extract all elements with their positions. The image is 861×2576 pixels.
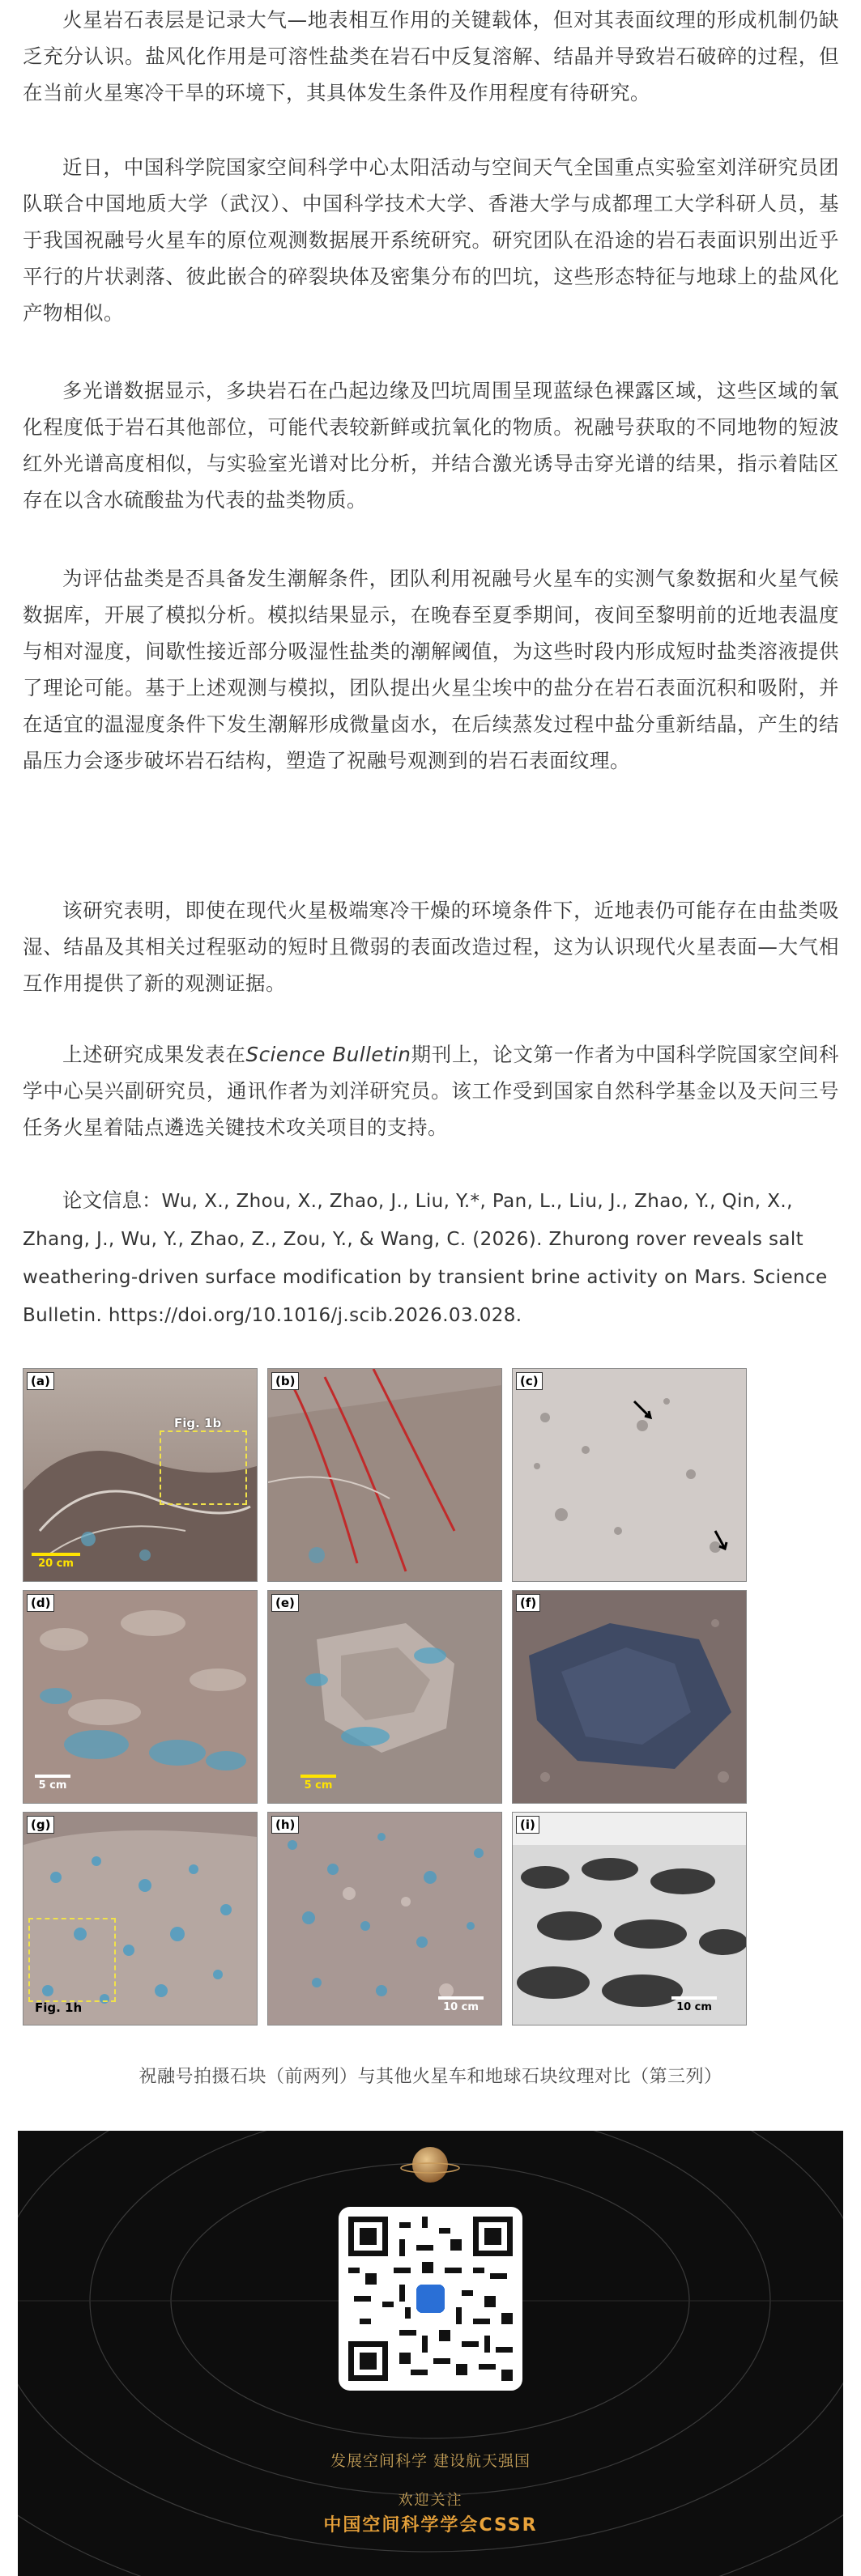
scale-bar-a: [32, 1553, 80, 1570]
figure-panel-g: [23, 1812, 258, 2026]
paper-reference: [23, 1182, 839, 1334]
figure-panel-a: [23, 1368, 258, 1582]
footer-organization-name: 中国空间科学学会CSSR: [323, 2515, 538, 2536]
inset-box-1b: [160, 1430, 247, 1505]
planet-icon: [412, 2147, 448, 2183]
reference-label: 论文信息：: [62, 1188, 162, 1212]
inset-box-1h: [28, 1918, 116, 2002]
paragraph-conclusion: 该研究表明，即使在现代火星极端寒冷干燥的环境条件下，近地表仍可能存在由盐类吸湿、结晶及其相关过程驱动的短时且微弱的表面改造过程，这为认识现代火星表面—大气相互作用提供了新的观测证据。: [23, 899, 839, 995]
panel-label-f: (f): [516, 1594, 540, 1612]
qr-code-icon: [348, 2217, 513, 2381]
paragraph-simulation: 为评估盐类是否具备发生潮解条件，团队利用祝融号火星车的实测气象数据和火星气候数据库，开展了模拟分析。模拟结果显示，在晚春至夏季期间，夜间至黎明前的近地表温度与相对湿度，间歇性接近部分吸湿性盐类的潮解阈值，为这些时段内形成短时盐类溶液提供了理论可能。基于上述观测与模拟，团队提出火星尘埃中的盐分在岩石表面沉积和吸附，并在适宜的温湿度条件下发生潮解形成微量卤水，在后续蒸发过程中盐分重新结晶，产生的结晶压力会逐步破坏岩石结构，塑造了祝融号观测到的岩石表面纹理。: [23, 567, 839, 772]
journal-name: Science Bulletin: [245, 1043, 411, 1066]
panel-label-h: (h): [271, 1816, 299, 1834]
publication-prefix: 上述研究成果发表在: [62, 1043, 246, 1066]
figure-panel-d: [23, 1590, 258, 1804]
scale-bar-h: [438, 1996, 484, 2013]
footer-slogan: 发展空间科学 建设航天强国: [330, 2452, 531, 2470]
panel-label-b: (b): [271, 1372, 299, 1390]
figure-panel-c: [512, 1368, 747, 1582]
paragraph-spectral-data: 多光谱数据显示，多块岩石在凸起边缘及凹坑周围呈现蓝绿色裸露区域，这些区域的氧化程度低于岩石其他部位，可能代表较新鲜或抗氧化的物质。祝融号获取的不同地物的短波红外光谱高度相似，与实验室光谱对比分析，并结合激光诱导击穿光谱的结果，指示着陆区存在以含水硫酸盐为代表的盐类物质。: [23, 379, 839, 512]
scale-label-e: 5 cm: [304, 1779, 333, 1792]
figure-caption: 祝融号拍摄石块（前两列）与其他火星车和地球石块纹理对比（第三列）: [139, 2067, 722, 2087]
figure-panel-f: [512, 1590, 747, 1804]
panel-label-c: (c): [516, 1372, 543, 1390]
paragraph-research-team: 近日，中国科学院国家空间科学中心太阳活动与空间天气全国重点实验室刘洋研究员团队联合中国地质大学（武汉）、中国科学技术大学、香港大学与成都理工大学科研人员，基于我国祝融号火星车的原位观测数据展开系统研究。研究团队在沿途的岩石表面识别出近乎平行的片状剥落、彼此嵌合的碎裂块体及密集分布的凹坑，这些形态特征与地球上的盐风化产物相似。: [23, 155, 839, 325]
panel-label-e: (e): [271, 1594, 299, 1612]
scale-bar-i: [671, 1996, 717, 2013]
scale-bar-d: [35, 1775, 70, 1792]
reference-citation: Wu, X., Zhou, X., Zhao, J., Liu, Y.*, Pan, L., Liu, J., Zhao, Y., Qin, X., Zhang, J., Wu, Y., Zhao, Z., Zou, Y., & Wang, C. (2026). Zhurong rover reveals salt weathering-driven surface modification by transient brine activity on Mars. Science Bulletin. https://doi.org/10.1016/j.scib.2026.03.028.: [23, 1191, 828, 1326]
panel-label-g: (g): [27, 1816, 54, 1834]
inset-label-1b: Fig. 1b: [174, 1416, 222, 1430]
figure-panel-b: [267, 1368, 502, 1582]
footer-follow-text: 欢迎关注: [398, 2492, 463, 2509]
scale-label-a: 20 cm: [38, 1558, 74, 1570]
panel-label-a: (a): [27, 1372, 54, 1390]
figure-panel-h: [267, 1812, 502, 2026]
scale-label-h: 10 cm: [443, 2001, 479, 2013]
paragraph-intro: 火星岩石表层是记录大气—地表相互作用的关键载体，但对其表面纹理的形成机制仍缺乏充分认识。盐风化作用是可溶性盐类在岩石中反复溶解、结晶并导致岩石破碎的过程，但在当前火星寒冷干旱的环境下，其具体发生条件及作用程度有待研究。: [23, 8, 839, 104]
panel-label-i: (i): [516, 1816, 539, 1834]
inset-label-1h: Fig. 1h: [35, 2000, 83, 2015]
panel-label-d: (d): [27, 1594, 54, 1612]
footer-banner: [18, 2131, 843, 2576]
scale-label-i: 10 cm: [676, 2001, 712, 2013]
figure-panel-i: [512, 1812, 747, 2026]
figure-panel-e: [267, 1590, 502, 1804]
scale-bar-e: [300, 1775, 336, 1792]
qr-code-card[interactable]: [339, 2207, 522, 2391]
comparison-figure: [23, 1368, 746, 2022]
paragraph-publication: [23, 1036, 839, 1146]
scale-label-d: 5 cm: [38, 1779, 67, 1792]
publication-suffix: 期刊上，论文第一作者为中国科学院国家空间科学中心吴兴副研究员，通讯作者为刘洋研究员。该工作受到国家自然科学基金以及天问三号任务火星着陆点遴选关键技术攻关项目的支持。: [23, 1043, 840, 1139]
